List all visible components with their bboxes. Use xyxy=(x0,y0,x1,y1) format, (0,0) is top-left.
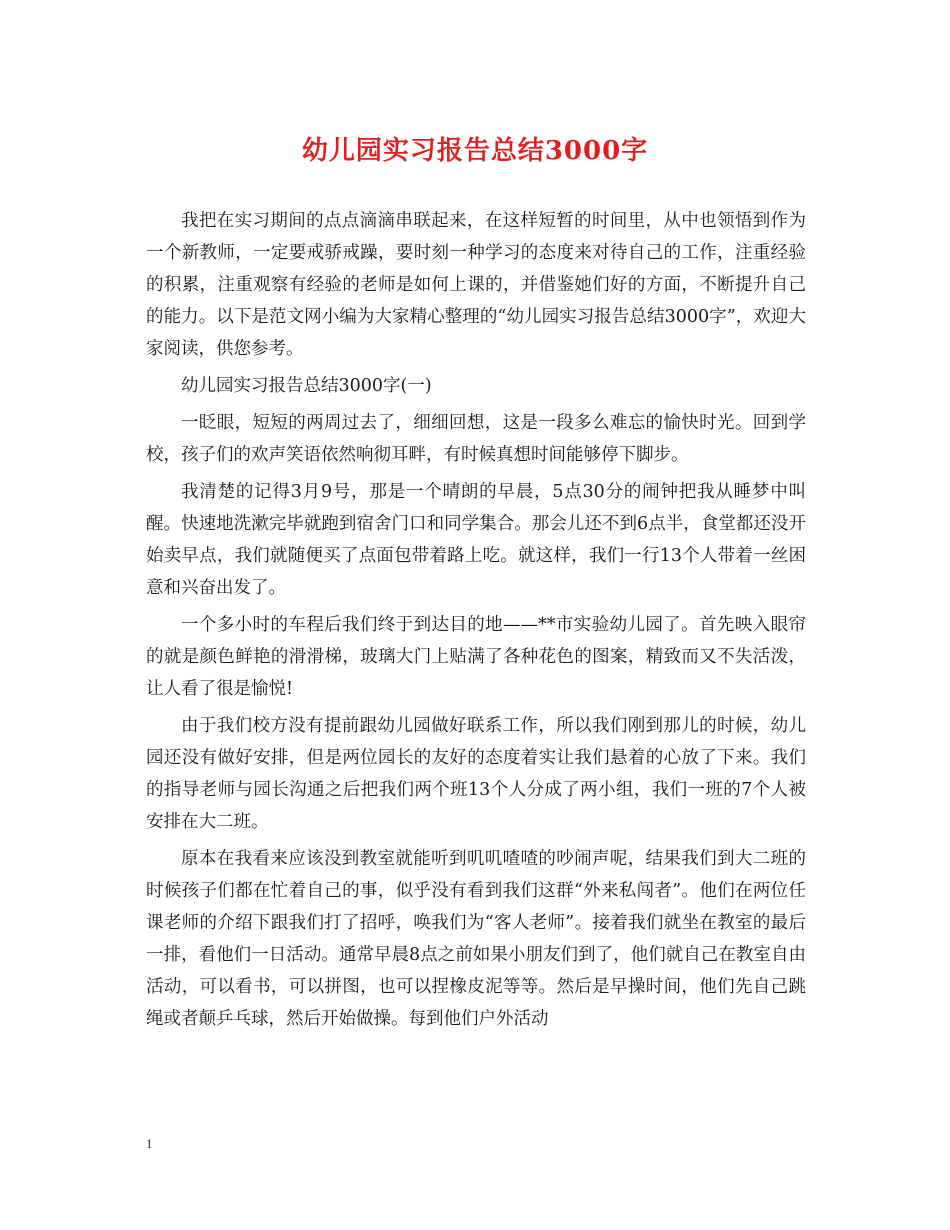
body-paragraph: 原本在我看来应该没到教室就能听到叽叽喳喳的吵闹声呢，结果我们到大二班的时候孩子们都在忙着自己的事，似乎没有看到我们这群“外来私闯者”。他们在两位任课老师的介绍下跟我们打了招呼，唤我们为“客人老师”。接着我们就坐在教室的最后一排，看他们一日活动。通常早晨8点之前如果小朋友们到了，他们就自己在教室自由活动，可以看书，可以拼图，也可以捏橡皮泥等等。然后是早操时间，他们先自己跳绳或者颠乒乓球，然后开始做操。每到他们户外活动 xyxy=(146,849,806,1029)
intro-paragraph: 我把在实习期间的点点滴滴串联起来，在这样短暂的时间里，从中也领悟到作为一个新教师，一定要戒骄戒躁，要时刻一种学习的态度来对待自己的工作，注重经验的积累，注重观察有经验的老师是如何上课的，并借鉴她们好的方面，不断提升自己的能力。以下是范文网小编为大家精心整理的“幼儿园实习报告总结3000字”，欢迎大家阅读，供您参考。 xyxy=(146,211,806,359)
body-paragraph: 我清楚的记得3月9号，那是一个晴朗的早晨，5点30分的闹钟把我从睡梦中叫醒。快速地洗漱完毕就跑到宿舍门口和同学集合。那会儿还不到6点半，食堂都还没开始卖早点，我们就随便买了点面包带着路上吃。就这样，我们一行13个人带着一丝困意和兴奋出发了。 xyxy=(146,482,806,598)
section-heading: 幼儿园实习报告总结3000字(一) xyxy=(181,376,432,396)
page-number: 1 xyxy=(146,1136,153,1151)
body-paragraph: 一眨眼，短短的两周过去了，细细回想，这是一段多么难忘的愉快时光。回到学校，孩子们的欢声笑语依然响彻耳畔，有时候真想时间能够停下脚步。 xyxy=(146,413,806,465)
body-paragraph: 由于我们校方没有提前跟幼儿园做好联系工作，所以我们刚到那儿的时候，幼儿园还没有做好安排，但是两位园长的友好的态度着实让我们悬着的心放了下来。我们的指导老师与园长沟通之后把我们两个班13个人分成了两小组，我们一班的7个人被安排在大二班。 xyxy=(146,716,806,832)
document-body xyxy=(146,205,806,1040)
document-title: 幼儿园实习报告总结3000字 xyxy=(301,136,649,166)
body-paragraph: 一个多小时的车程后我们终于到达目的地——**市实验幼儿园了。首先映入眼帘的就是颜色鲜艳的滑滑梯，玻璃大门上贴满了各种花色的图案，精致而又不失活泼，让人看了很是愉悦! xyxy=(146,615,806,699)
